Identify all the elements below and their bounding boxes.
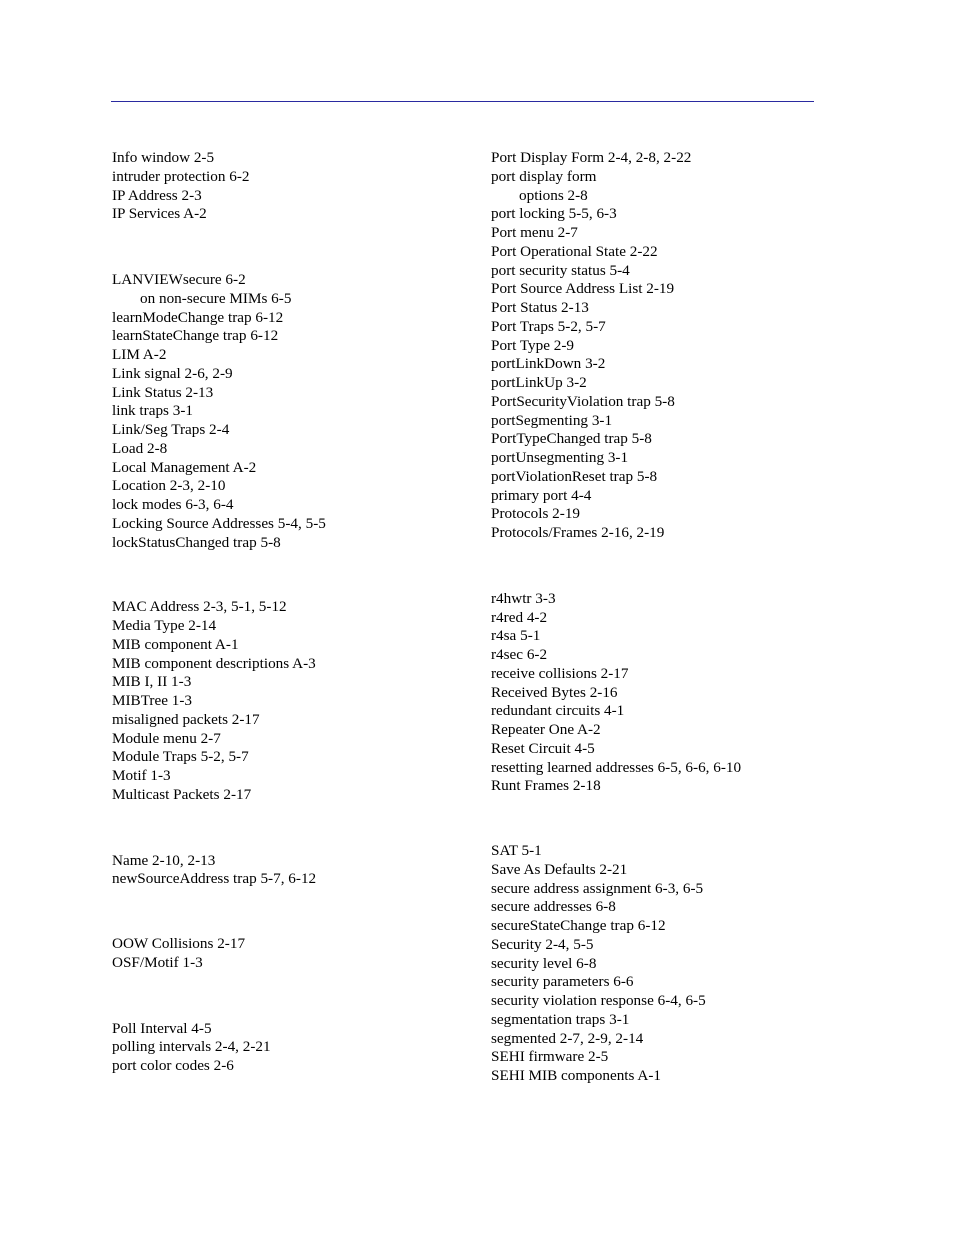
- index-entry: Load 2-8: [112, 439, 168, 457]
- index-entry: secureStateChange trap 6-12: [491, 917, 666, 934]
- index-entry: misaligned packets 2-17: [112, 710, 260, 728]
- index-entry: r4sec 6-2: [491, 646, 548, 663]
- index-entry: MIB component descriptions A-3: [112, 654, 316, 672]
- index-group: [112, 852, 472, 890]
- index-entry: SEHI firmware 2-5: [491, 1048, 609, 1066]
- index-entry: Local Management A-2: [112, 458, 257, 476]
- index-entry: security parameters 6-6: [491, 973, 634, 991]
- index-entry: port security status 5-4: [491, 261, 630, 279]
- index-entry: Reset Circuit 4-5: [491, 739, 595, 757]
- index-entry: IP Address 2-3: [112, 186, 202, 204]
- index-entry: security violation response 6-4, 6-5: [491, 992, 706, 1009]
- index-entry: Port Traps 5-2, 5-7: [491, 317, 606, 335]
- index-entry: Motif 1-3: [112, 767, 171, 784]
- index-entry: LIM A-2: [112, 346, 167, 363]
- index-entry: r4red 4-2: [491, 608, 548, 626]
- index-entry: IP Services A-2: [112, 205, 207, 223]
- index-entry: Link signal 2-6, 2-9: [112, 364, 233, 382]
- index-entry: port locking 5-5, 6-3: [491, 205, 617, 223]
- index-column-left: [112, 149, 472, 1076]
- index-group: [112, 598, 472, 804]
- index-entry: Poll Interval 4-5: [112, 1019, 212, 1037]
- index-entry: MIB I, II 1-3: [112, 673, 192, 691]
- index-entry: primary port 4-4: [491, 486, 592, 504]
- index-column-right: [491, 149, 821, 1086]
- index-entry: Received Bytes 2-16: [491, 683, 618, 701]
- index-entry: newSourceAddress trap 5-7, 6-12: [112, 870, 317, 888]
- index-entry: portLinkUp 3-2: [491, 374, 587, 391]
- index-entry: OOW Collisions 2-17: [112, 935, 246, 952]
- index-entry: LANVIEWsecure 6-2: [112, 271, 246, 288]
- index-entry: portLinkDown 3-2: [491, 355, 606, 373]
- index-entry: Port menu 2-7: [491, 224, 578, 241]
- index-entry: Multicast Packets 2-17: [112, 785, 252, 803]
- index-entry: Runt Frames 2-18: [491, 777, 601, 795]
- index-entry: portSegmenting 3-1: [491, 411, 613, 429]
- index-group: [112, 935, 472, 973]
- index-entry: learnModeChange trap 6-12: [112, 308, 284, 326]
- index-entry: segmentation traps 3-1: [491, 1010, 630, 1028]
- index-group: [491, 842, 821, 1086]
- index-entry: intruder protection 6-2: [112, 167, 250, 185]
- index-entry: portUnsegmenting 3-1: [491, 449, 629, 466]
- index-entry: link traps 3-1: [112, 402, 193, 420]
- index-entry: PortTypeChanged trap 5-8: [491, 430, 652, 448]
- index-entry: secure addresses 6-8: [491, 898, 616, 916]
- index-entry: learnStateChange trap 6-12: [112, 327, 279, 345]
- index-entry: Port Source Address List 2-19: [491, 280, 675, 298]
- index-entry: segmented 2-7, 2-9, 2-14: [491, 1029, 644, 1047]
- index-entry: Port Type 2-9: [491, 336, 575, 354]
- index-entry: r4hwtr 3-3: [491, 589, 556, 607]
- index-entry: PortSecurityViolation trap 5-8: [491, 392, 675, 410]
- index-entry: OSF/Motif 1-3: [112, 953, 203, 971]
- index-group: [112, 149, 472, 224]
- header-rule: [111, 101, 814, 102]
- index-entry: resetting learned addresses 6-5, 6-6, 6-10: [491, 758, 742, 776]
- index-entry: SAT 5-1: [491, 842, 542, 859]
- index-group: [491, 149, 821, 543]
- index-entry: portViolationReset trap 5-8: [491, 467, 658, 485]
- index-entry: r4sa 5-1: [491, 627, 541, 645]
- index-entry: redundant circuits 4-1: [491, 702, 625, 720]
- index-group: [491, 590, 821, 796]
- index-entry: Protocols/Frames 2-16, 2-19: [491, 524, 665, 541]
- index-entry: Module menu 2-7: [112, 729, 221, 747]
- index-entry: Link Status 2-13: [112, 383, 214, 401]
- index-entry: Security 2-4, 5-5: [491, 935, 594, 953]
- index-entry: Port Status 2-13: [491, 299, 589, 316]
- index-entry: receive collisions 2-17: [491, 664, 629, 682]
- index-entry: Protocols 2-19: [491, 505, 581, 523]
- index-entry: secure address assignment 6-3, 6-5: [491, 879, 704, 897]
- index-entry: lockStatusChanged trap 5-8: [112, 533, 281, 551]
- index-entry: polling intervals 2-4, 2-21: [112, 1038, 271, 1056]
- index-entry: Save As Defaults 2-21: [491, 860, 628, 878]
- index-entry: Name 2-10, 2-13: [112, 851, 216, 869]
- index-group: [112, 1020, 472, 1076]
- index-entry: security level 6-8: [491, 954, 597, 972]
- index-entry: Port Display Form 2-4, 2-8, 2-22: [491, 149, 692, 166]
- index-subentry: options 2-8: [519, 186, 588, 204]
- index-entry: Media Type 2-14: [112, 617, 217, 634]
- index-entry: Module Traps 5-2, 5-7: [112, 748, 249, 766]
- index-entry: port color codes 2-6: [112, 1057, 234, 1074]
- index-subentry: on non-secure MIMs 6-5: [140, 289, 292, 307]
- index-entry: Repeater One A-2: [491, 721, 601, 738]
- index-entry: MAC Address 2-3, 5-1, 5-12: [112, 598, 287, 616]
- index-entry: MIB component A-1: [112, 635, 239, 653]
- index-entry: Location 2-3, 2-10: [112, 477, 226, 495]
- index-entry: lock modes 6-3, 6-4: [112, 496, 234, 513]
- index-entry: Link/Seg Traps 2-4: [112, 421, 230, 438]
- index-entry: Locking Source Addresses 5-4, 5-5: [112, 514, 326, 532]
- index-entry: Info window 2-5: [112, 149, 215, 166]
- index-entry: Port Operational State 2-22: [491, 242, 658, 260]
- index-entry: MIBTree 1-3: [112, 692, 193, 709]
- index-entry: port display form: [491, 167, 597, 185]
- index-group: [112, 271, 472, 552]
- index-entry: SEHI MIB components A-1: [491, 1067, 662, 1084]
